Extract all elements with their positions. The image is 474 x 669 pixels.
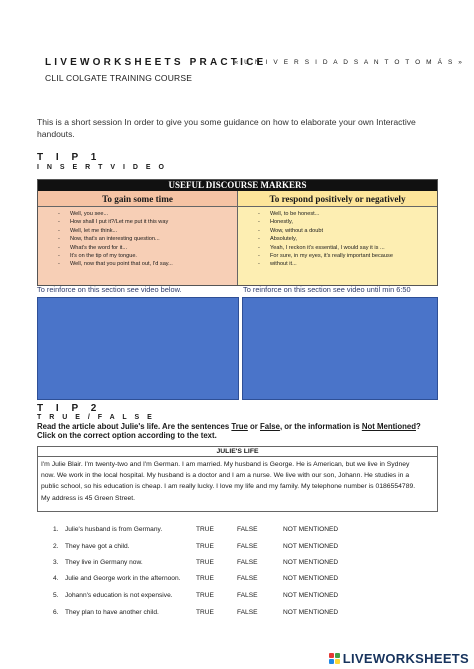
marker-item: - Well, to be honest...	[258, 210, 437, 218]
article-line: public school, so his education is cheap. I am really lucky. I love my life and my family. My telephone number is 0186554789.	[41, 483, 416, 491]
marker-item: - Yeah, I reckon it's essential, I would say it is ...	[258, 244, 437, 252]
tip2-heading: T I P 2	[37, 403, 102, 414]
video-player-right[interactable]	[242, 297, 438, 400]
article-title: JULIE'S LIFE	[38, 447, 437, 457]
respond-column	[238, 191, 437, 285]
marker-item: - What's the word for it...	[58, 244, 237, 252]
option-false[interactable]: FALSE	[237, 575, 258, 582]
logo-icon	[329, 653, 341, 665]
article-body	[38, 457, 437, 506]
gain-time-column	[38, 191, 238, 285]
option-false[interactable]: FALSE	[237, 592, 258, 599]
marker-item: - It's on the tip of my tongue.	[58, 252, 237, 260]
marker-item: - Honestly,	[258, 218, 437, 226]
option-false[interactable]: FALSE	[237, 543, 258, 550]
option-not-mentioned[interactable]: NOT MENTIONED	[283, 543, 339, 550]
marker-item: - For sure, in my eyes, it's really important because	[258, 252, 437, 260]
university-name: « U N I V E R S I D A D S A N T O T O M Á S »	[234, 59, 464, 66]
option-true[interactable]: TRUE	[196, 559, 214, 566]
marker-item: - Wow, without a doubt	[258, 227, 437, 235]
logo-text: LIVEWORKSHEETS	[342, 651, 469, 666]
page-subtitle: CLIL COLGATE TRAINING COURSE	[45, 73, 193, 83]
markers-title: USEFUL DISCOURSE MARKERS	[38, 180, 437, 191]
option-false[interactable]: FALSE	[237, 559, 258, 566]
marker-item: - Absolutely,	[258, 235, 437, 243]
tip1-heading: T I P 1	[37, 152, 102, 163]
article-box	[37, 446, 438, 512]
option-false[interactable]: FALSE	[237, 526, 258, 533]
article-line: My address is 45 Green Street.	[41, 494, 136, 502]
liveworksheets-logo	[329, 651, 469, 666]
gain-time-heading: To gain some time	[38, 191, 237, 207]
article-line: now. We work in the local hospital. My husband is a doctor and I am a nurse. We live with our son, Johann. He studies in a	[41, 472, 410, 480]
marker-item: - How shall I put it?/Let me put it this way	[58, 218, 237, 226]
tip2-instructions: Read the article about Julie's life. Are the sentences True or False, or the information is Not Mentioned? Click on the correct option according to the text.	[37, 422, 421, 440]
intro-text: This is a short session In order to give you some guidance on how to elaborate your own Interactive handouts.	[37, 117, 416, 139]
discourse-markers-table	[37, 179, 438, 286]
option-true[interactable]: TRUE	[196, 592, 214, 599]
option-not-mentioned[interactable]: NOT MENTIONED	[283, 609, 339, 616]
option-not-mentioned[interactable]: NOT MENTIONED	[283, 559, 339, 566]
video-note-left: To reinforce on this section see video below.	[37, 285, 182, 294]
video-player-left[interactable]	[37, 297, 239, 400]
video-note-right: To reinforce on this section see video until min 6:50	[243, 285, 411, 294]
respond-heading: To respond positively or negatively	[238, 191, 437, 207]
marker-item: - Well, now that you point that out, I'd say...	[58, 260, 237, 268]
option-not-mentioned[interactable]: NOT MENTIONED	[283, 592, 339, 599]
tip2-subheading: T R U E / F A L S E	[37, 414, 155, 421]
option-true[interactable]: TRUE	[196, 575, 214, 582]
option-true[interactable]: TRUE	[196, 543, 214, 550]
tip1-subheading: I N S E R T V I D E O	[37, 164, 167, 171]
option-true[interactable]: TRUE	[196, 526, 214, 533]
option-not-mentioned[interactable]: NOT MENTIONED	[283, 526, 339, 533]
marker-item: - Well, you see...	[58, 210, 237, 218]
option-true[interactable]: TRUE	[196, 609, 214, 616]
option-false[interactable]: FALSE	[237, 609, 258, 616]
marker-item: - Well, let me think...	[58, 227, 237, 235]
marker-item: - without it...	[258, 260, 437, 268]
header-block	[45, 57, 266, 83]
page-title: LIVEWORKSHEETS PRACTICE	[45, 57, 267, 68]
option-not-mentioned[interactable]: NOT MENTIONED	[283, 575, 339, 582]
article-line: I'm Julie Blair. I'm twenty-two and I'm German. I am married. My husband is George. He is American, but we live in Sydney	[41, 461, 410, 468]
marker-item: - Now, that's an interesting question...	[58, 235, 237, 243]
